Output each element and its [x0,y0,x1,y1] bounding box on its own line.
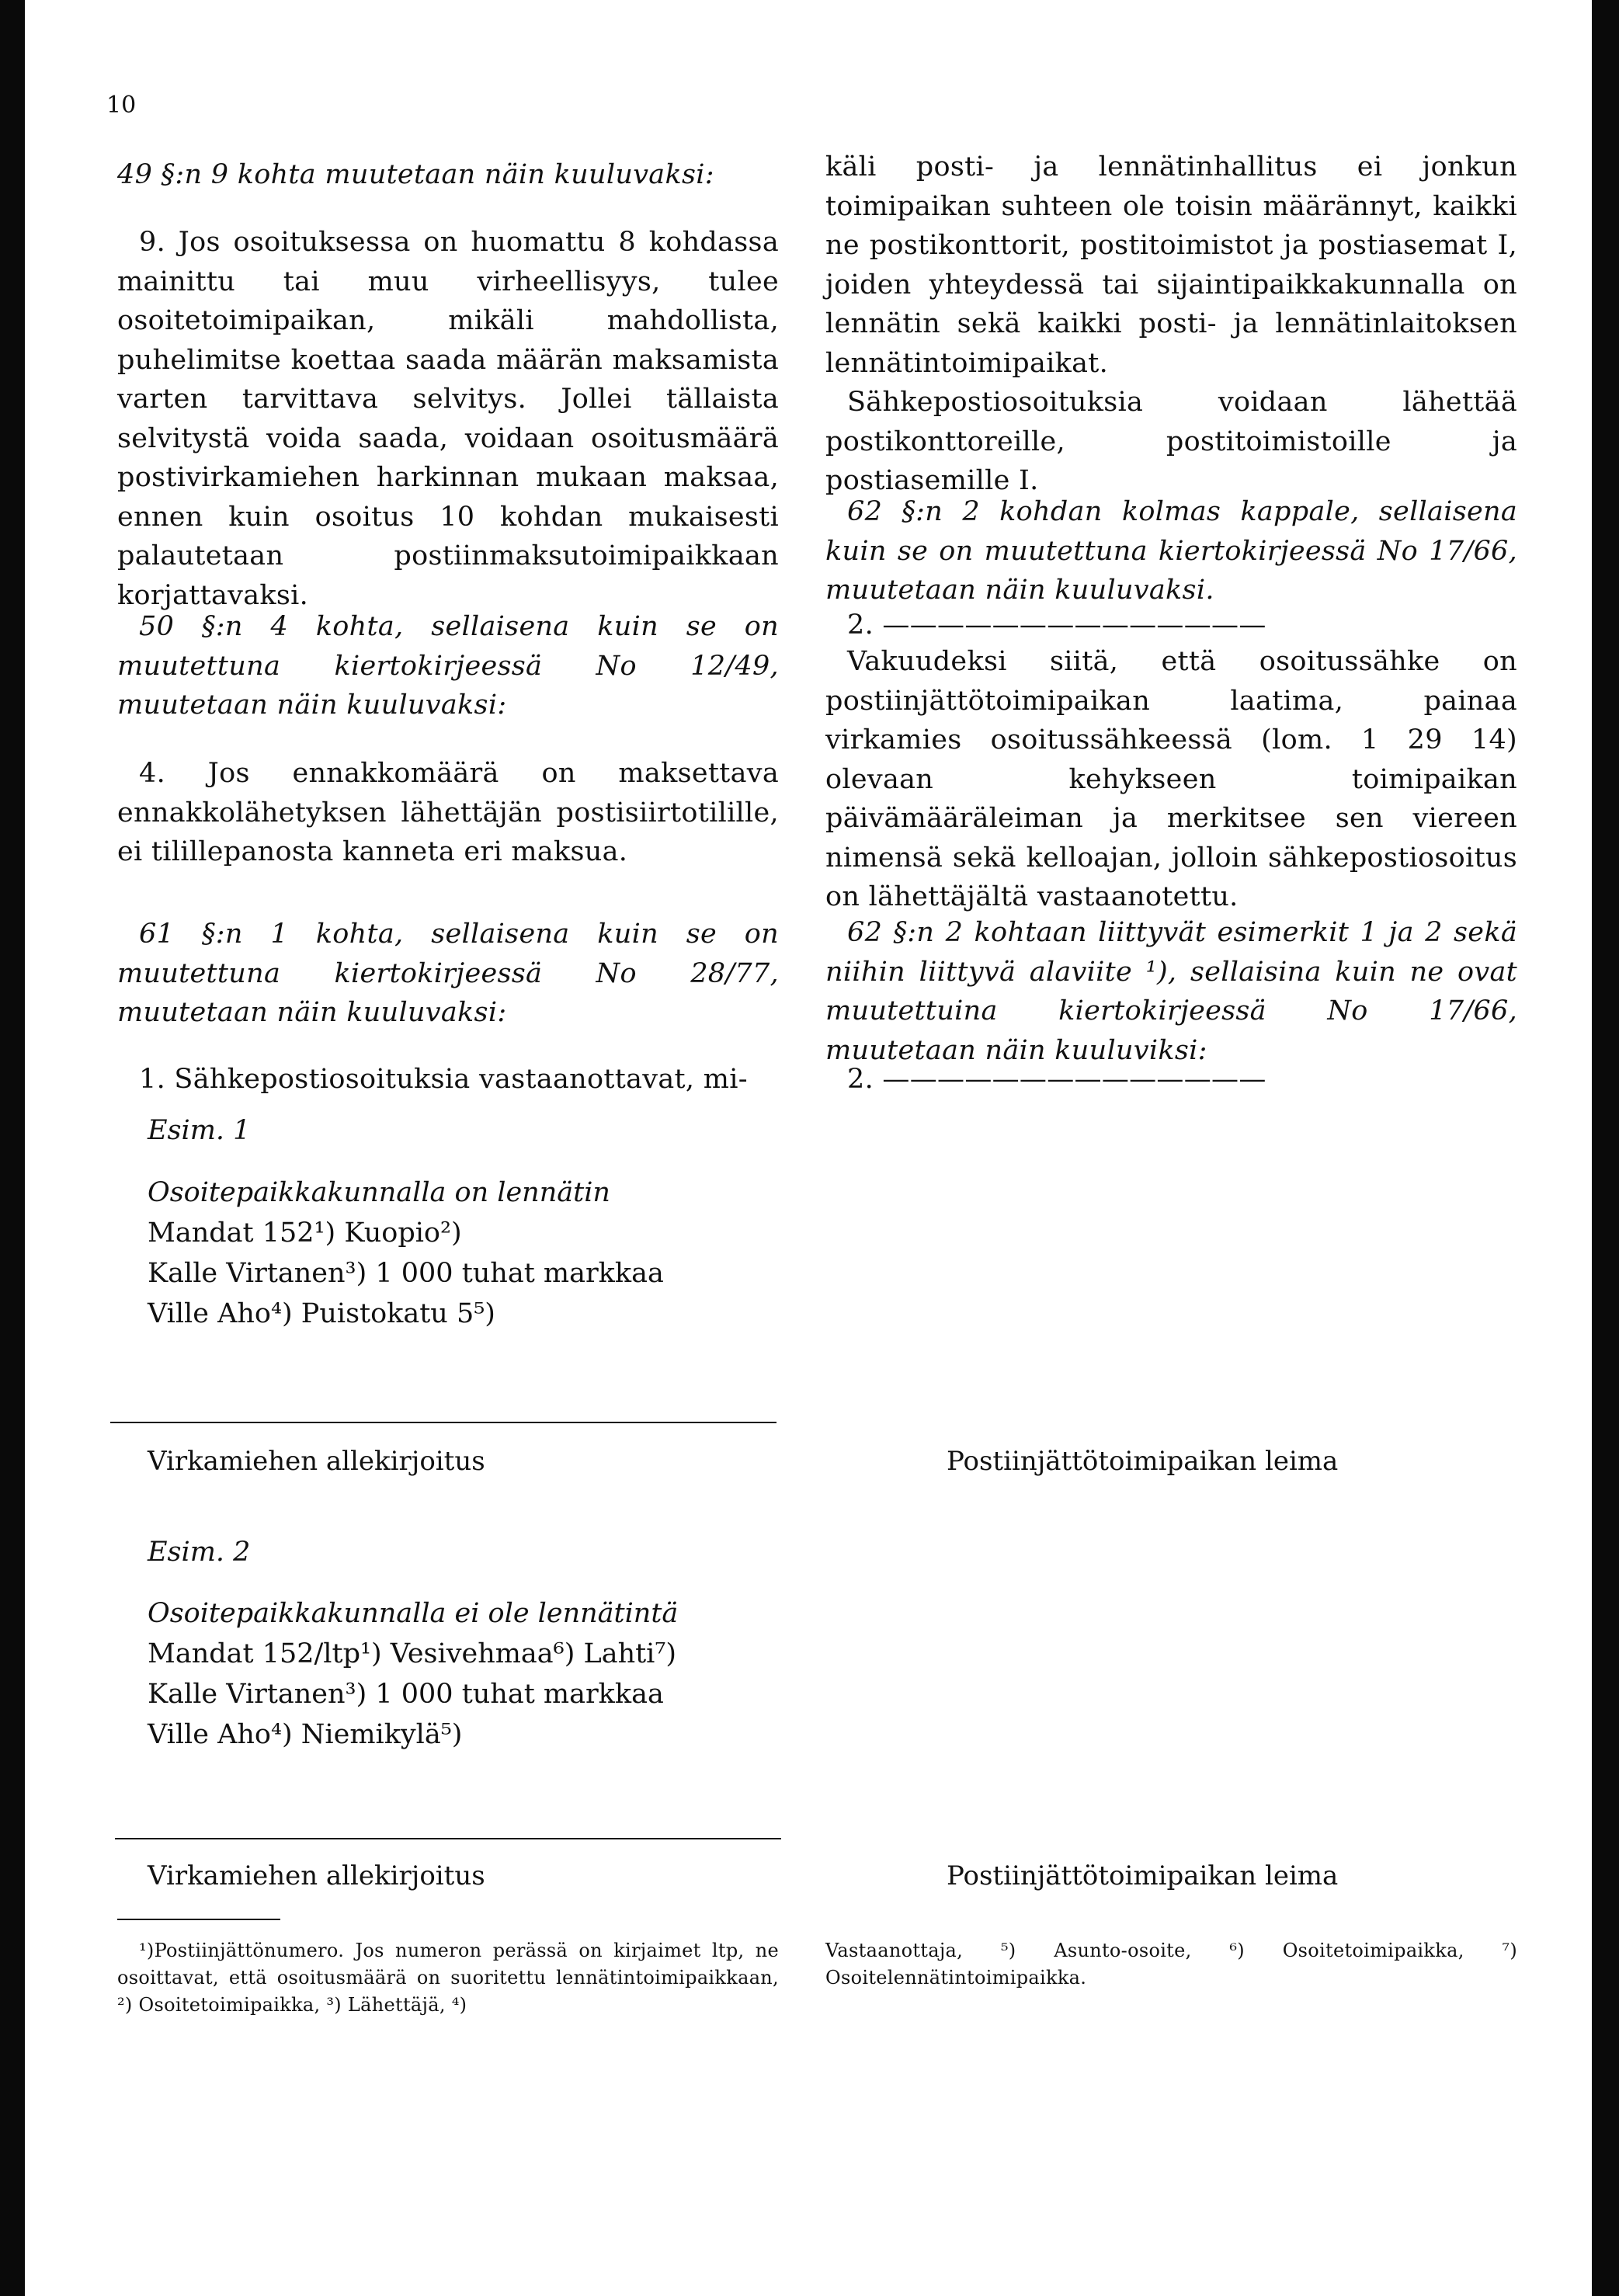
section-61-continuation: käli posti- ja lennätinhallitus ei jonkun toimipaikan suhteen ole toisin määrännyt, kaikki ne postikonttorit, postitoimistot ja postiasemat I, joiden yhteydessä tai sijaintipaikkakunnalla on lennätin sekä kaikki posti- ja lennätinlaitoksen lennätintoimipaikat. [825,151,1517,379]
footnote-rule [117,1919,280,1920]
section-50-heading: 50 §:n 4 kohta, sellaisena kuin se on muutettuna kiertokirjeessä No 12/49, muutetaan näin kuuluvaksi: [117,611,779,721]
example-1-label: Esim. 1 [148,1115,251,1146]
section-62-heading: 62 §:n 2 kohdan kolmas kappale, sellaisena kuin se on muutettuna kiertokirjeessä No 17/66, muutetaan näin kuuluvaksi. [825,496,1517,606]
stamp-label: Postiinjättötoimipaikan leima [947,1860,1339,1891]
example-1-body [148,1172,664,1334]
example-1-line: Ville Aho⁴) Puistokatu 5⁵) [148,1298,495,1329]
scan-border-right [1592,0,1619,2296]
example-2-line: Mandat 152/ltp¹) Vesivehmaa⁶) Lahti⁷) [148,1638,677,1669]
footnote-right: Vastaanottaja, ⁵) Asunto-osoite, ⁶) Osoitetoimipaikka, ⁷) Osoitelennätintoimipaikka. [825,1940,1517,1989]
example-2-line: Kalle Virtanen³) 1 000 tuhat markkaa [148,1679,664,1710]
section-61-text: 1. Sähkepostiosoituksia vastaanottavat, mi- [139,1064,748,1095]
footnote-left: ¹)Postiinjättönumero. Jos numeron perässä on kirjaimet ltp, ne osoittavat, että osoitusmäärä on suoritettu lennätintoimipaikkaan, ²) Osoitetoimipaikka, ³) Lähettäjä, ⁴) [117,1940,779,2016]
scan-border-left [0,0,25,2296]
section-62-examples-heading: 62 §:n 2 kohtaan liittyvät esimerkit 1 ja 2 sekä niihin liittyvä alaviite ¹), sellaisina kuin ne ovat muutettuina kiertokirjeessä No 17/66, muutetaan näin kuuluviksi: [825,917,1517,1066]
section-61-heading: 61 §:n 1 kohta, sellaisena kuin se on muutettuna kiertokirjeessä No 28/77, muutetaan näin kuuluvaksi: [117,919,779,1028]
section-61-paragraph-b: Sähkepostiosoituksia voidaan lähettää postikonttoreille, postitoimistoille ja postiasemille I. [825,387,1517,496]
example-2-body [148,1593,678,1755]
section-49-heading: 49 §:n 9 kohta muutetaan näin kuuluvaksi: [117,159,714,190]
signature-label: Virkamiehen allekirjoitus [148,1860,485,1891]
example-2-line: Ville Aho⁴) Niemikylä⁵) [148,1719,463,1750]
page-number: 10 [106,92,137,119]
signature-line [110,1422,776,1423]
section-62-dash-line: 2. —————————————— [847,610,1266,641]
signature-line [115,1838,781,1839]
example-1-line: Mandat 152¹) Kuopio²) [148,1217,462,1249]
example-2-heading: Osoitepaikkakunnalla ei ole lennätintä [148,1598,679,1629]
example-1-heading: Osoitepaikkakunnalla on lennätin [148,1177,610,1208]
example-2-label: Esim. 2 [148,1537,251,1568]
section-62-dash-line-2: 2. —————————————— [847,1064,1266,1095]
section-62-text: Vakuudeksi siitä, että osoitussähke on postiinjättötoimipaikan laatima, painaa virkamies osoitussähkeessä (lom. 1 29 14) olevaan kehykseen toimipaikan päivämääräleiman ja merkitsee sen viereen nimensä sekä kelloajan, jolloin sähkepostiosoitus on lähettäjältä vastaanotettu. [825,646,1517,912]
signature-label: Virkamiehen allekirjoitus [148,1446,485,1477]
section-49-text: 9. Jos osoituksessa on huomattu 8 kohdassa mainittu tai muu virheellisyys, tulee osoitetoimipaikan, mikäli mahdollista, puhelimitse koettaa saada määrän maksamista varten tarvittava selvitys. Jollei tällaista selvitystä voida saada, voidaan osoitusmäärä postivirkamiehen harkinnan mukaan maksaa, ennen kuin osoitus 10 kohdan mukaisesti palautetaan postiinmaksutoimipaikkaan korjattavaksi. [117,227,779,611]
example-1-line: Kalle Virtanen³) 1 000 tuhat markkaa [148,1258,664,1289]
section-50-text: 4. Jos ennakkomäärä on maksettava ennakkolähetyksen lähettäjän postisiirtotilille, ei tilillepanosta kanneta eri maksua. [117,758,779,867]
stamp-label: Postiinjättötoimipaikan leima [947,1446,1339,1477]
